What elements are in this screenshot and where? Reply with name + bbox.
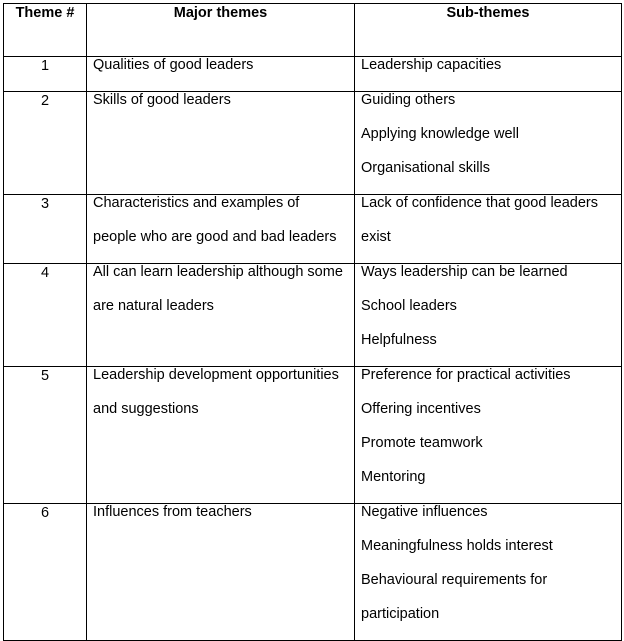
sub-themes-cell (355, 504, 622, 641)
sub-theme-line: exist (361, 229, 391, 245)
major-theme-cell (87, 57, 355, 92)
major-theme-cell (87, 195, 355, 264)
sub-theme-line: Meaningfulness holds interest (361, 538, 553, 554)
table-row (4, 367, 622, 504)
theme-number-cell: 6 (4, 504, 87, 641)
table-row (4, 504, 622, 641)
theme-number-cell: 1 (4, 57, 87, 92)
header-row (4, 4, 622, 57)
table-row (4, 264, 622, 367)
major-theme-line: Qualities of good leaders (93, 57, 254, 73)
sub-themes-cell (355, 367, 622, 504)
theme-number-cell: 2 (4, 92, 87, 195)
sub-theme-line: participation (361, 606, 440, 622)
sub-theme-line: Mentoring (361, 469, 426, 485)
table-row (4, 92, 622, 195)
major-theme-cell (87, 504, 355, 641)
sub-theme-line: Guiding others (361, 92, 456, 108)
header-sub-themes: Sub-themes (355, 4, 622, 57)
sub-themes-cell (355, 92, 622, 195)
major-theme-line: Leadership development opportunities (93, 367, 339, 383)
major-theme-line: are natural leaders (93, 298, 214, 314)
major-theme-line: Characteristics and examples of (93, 195, 300, 211)
sub-theme-line: Applying knowledge well (361, 126, 519, 142)
sub-theme-line: Lack of confidence that good leaders (361, 195, 598, 211)
major-theme-cell (87, 367, 355, 504)
sub-theme-line: Organisational skills (361, 160, 490, 176)
major-theme-line: All can learn leadership although some (93, 264, 343, 280)
major-theme-cell (87, 92, 355, 195)
sub-theme-line: Helpfulness (361, 332, 437, 348)
header-major-themes: Major themes (87, 4, 355, 57)
sub-themes-cell (355, 57, 622, 92)
sub-theme-line: School leaders (361, 298, 457, 314)
sub-themes-cell (355, 195, 622, 264)
sub-theme-line: Negative influences (361, 504, 488, 520)
themes-table (3, 3, 622, 641)
major-theme-line: Influences from teachers (93, 504, 252, 520)
theme-number-cell: 5 (4, 367, 87, 504)
major-theme-cell (87, 264, 355, 367)
sub-theme-line: Behavioural requirements for (361, 572, 548, 588)
theme-number-cell: 4 (4, 264, 87, 367)
sub-themes-cell (355, 264, 622, 367)
major-theme-line: people who are good and bad leaders (93, 229, 337, 245)
table-header (4, 4, 622, 57)
sub-theme-line: Preference for practical activities (361, 367, 571, 383)
table-row (4, 195, 622, 264)
sub-theme-line: Promote teamwork (361, 435, 483, 451)
table-body (4, 57, 622, 641)
sub-theme-line: Leadership capacities (361, 57, 502, 73)
table-row (4, 57, 622, 92)
theme-number-cell: 3 (4, 195, 87, 264)
sub-theme-line: Ways leadership can be learned (361, 264, 568, 280)
major-theme-line: Skills of good leaders (93, 92, 231, 108)
major-theme-line: and suggestions (93, 401, 199, 417)
header-theme-number: Theme # (4, 4, 87, 57)
sub-theme-line: Offering incentives (361, 401, 481, 417)
